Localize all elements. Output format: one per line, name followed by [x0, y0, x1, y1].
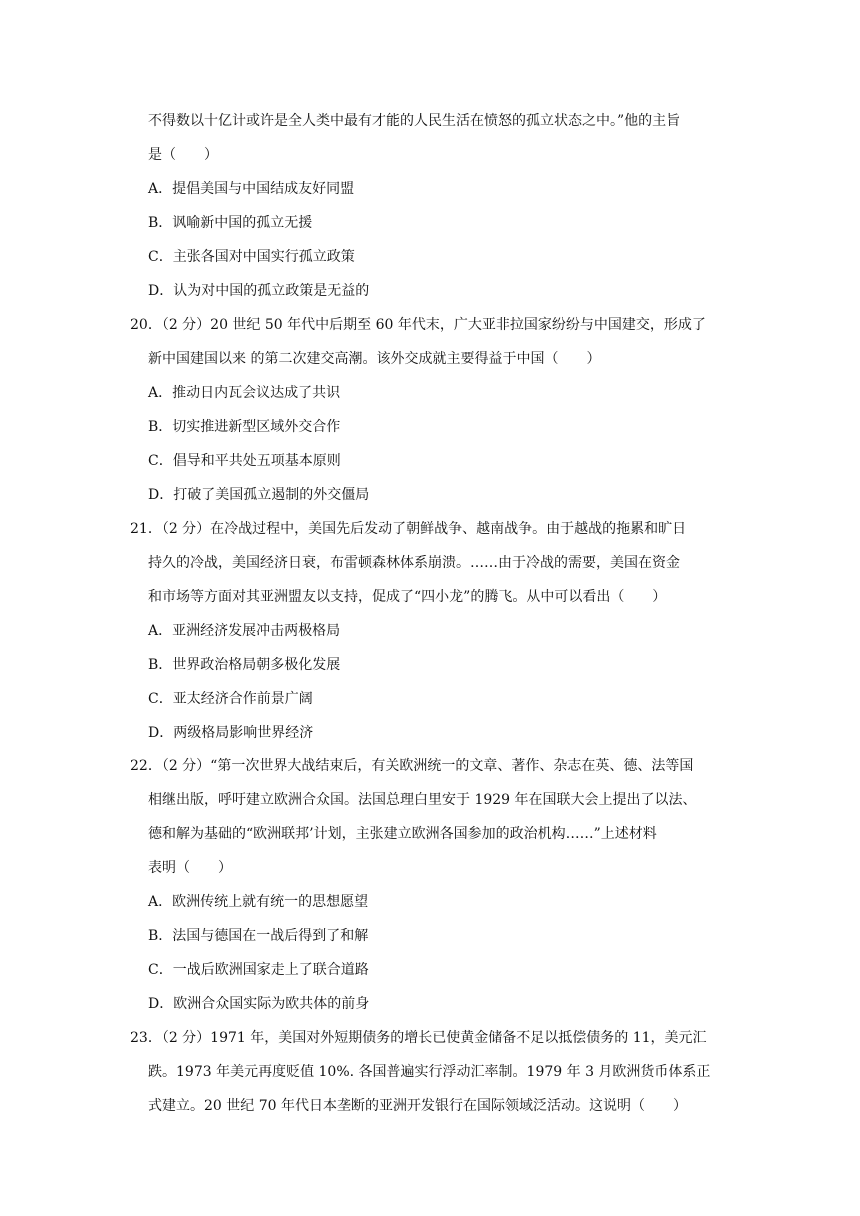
q23-stem-line-3: 式建立。20 世纪 70 年代日本垄断的亚洲开发银行在国际领域泛活动。这说明（ ）	[148, 1098, 687, 1114]
q20-option-b: B．切实推进新型区域外交合作	[148, 419, 341, 435]
q19-option-a: A．提倡美国与中国结成友好同盟	[148, 181, 355, 197]
q19-stem-line-1: 不得数以十亿计或许是全人类中最有才能的人民生活在愤怒的孤立状态之中。”他的主旨	[148, 113, 681, 129]
q22-stem-line-4: 表明（ ）	[148, 860, 232, 876]
q22-stem-line-1: 22．（2 分）“第一次世界大战结束后，有关欧洲统一的文章、著作、杂志在英、德、法等国	[130, 758, 694, 774]
q20-stem-line-1: 20．（2 分）20 世纪 50 年代中后期至 60 年代末，广大亚非拉国家纷纷与中国建交，形成了	[130, 317, 706, 333]
q22-stem-line-2: 相继出版，呼吁建立欧洲合众国。法国总理白里安于 1929 年在国联大会上提出了以法、	[148, 792, 697, 808]
q19-option-b: B．讽喻新中国的孤立无援	[148, 215, 313, 231]
q20-option-d: D．打破了美国孤立遏制的外交僵局	[148, 487, 370, 503]
q21-option-d: D．两级格局影响世界经济	[148, 725, 314, 741]
q21-option-c: C．亚太经济合作前景广阔	[148, 691, 313, 707]
q22-option-b: B．法国与德国在一战后得到了和解	[148, 928, 369, 944]
q20-stem-line-2: 新中国建国以来 的第二次建交高潮。该外交成就主要得益于中国（ ）	[148, 351, 601, 367]
q21-stem-line-3: 和市场等方面对其亚洲盟友以支持，促成了“四小龙”的腾飞。从中可以看出（ ）	[148, 589, 667, 605]
q22-option-a: A．欧洲传统上就有统一的思想愿望	[148, 894, 369, 910]
q21-option-b: B．世界政治格局朝多极化发展	[148, 657, 341, 673]
q22-option-c: C．一战后欧洲国家走上了联合道路	[148, 962, 369, 978]
q20-option-c: C．倡导和平共处五项基本原则	[148, 453, 341, 469]
q19-stem-line-2: 是（ ）	[148, 147, 218, 163]
q21-stem-line-1: 21．（2 分）在冷战过程中，美国先后发动了朝鲜战争、越南战争。由于越战的拖累和旷日	[130, 521, 687, 537]
q20-option-a: A．推动日内瓦会议达成了共识	[148, 385, 341, 401]
q21-option-a: A．亚洲经济发展冲击两极格局	[148, 623, 341, 639]
q21-stem-line-2: 持久的冷战，美国经济日衰，布雷顿森林体系崩溃。……由于冷战的需要，美国在资金	[148, 555, 680, 571]
q19-option-c: C．主张各国对中国实行孤立政策	[148, 249, 355, 265]
q23-stem-line-1: 23．（2 分）1971 年，美国对外短期债务的增长已使黄金储备不足以抵偿债务的 11，美元汇	[130, 1030, 707, 1046]
q22-stem-line-3: 德和解为基础的“欧洲联邦’计划，主张建立欧洲各国参加的政治机构……”上述材料	[148, 826, 657, 842]
q22-option-d: D．欧洲合众国实际为欧共体的前身	[148, 996, 370, 1012]
q23-stem-line-2: 跌。1973 年美元再度贬值 10%. 各国普遍实行浮动汇率制。1979 年 3 月欧洲货币体系正	[148, 1064, 711, 1080]
q19-option-d: D．认为对中国的孤立政策是无益的	[148, 283, 370, 299]
